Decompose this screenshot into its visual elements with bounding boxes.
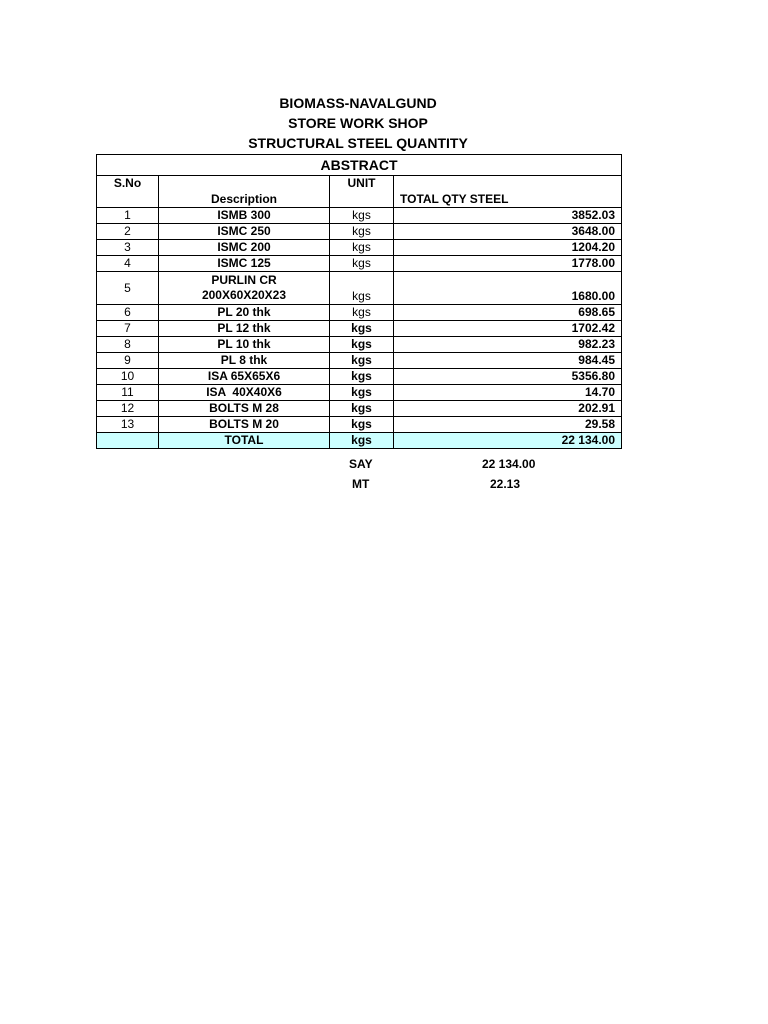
header-description: Description [159, 176, 330, 208]
table-row [97, 256, 622, 272]
cell-sno: 11 [97, 385, 159, 401]
cell-qty: 1204.20 [394, 240, 622, 256]
cell-description: PL 10 thk [159, 337, 330, 353]
cell-description-line1: PURLIN CR [211, 273, 277, 287]
total-qty: 22 134.00 [394, 433, 622, 449]
cell-description: ISA 40X40X6 [159, 385, 330, 401]
table-row [97, 353, 622, 369]
cell-unit: kgs [330, 417, 394, 433]
total-row [97, 433, 622, 449]
cell-description: BOLTS M 20 [159, 417, 330, 433]
cell-unit: kgs [330, 272, 394, 305]
say-label: SAY [349, 457, 373, 471]
total-unit: kgs [330, 433, 394, 449]
cell-description: ISMB 300 [159, 208, 330, 224]
table-header-row [97, 176, 622, 208]
table-caption-row [97, 155, 622, 176]
cell-description: ISMC 125 [159, 256, 330, 272]
cell-sno: 1 [97, 208, 159, 224]
cell-unit: kgs [330, 305, 394, 321]
cell-sno: 9 [97, 353, 159, 369]
cell-unit: kgs [330, 240, 394, 256]
header-sno: S.No [97, 176, 159, 208]
mt-value: 22.13 [490, 477, 521, 491]
cell-qty: 698.65 [394, 305, 622, 321]
cell-qty: 202.91 [394, 401, 622, 417]
cell-unit: kgs [330, 337, 394, 353]
cell-description-line2: 200X60X20X23 [201, 288, 287, 302]
say-value: 22 134.00 [482, 457, 536, 471]
cell-unit: kgs [330, 369, 394, 385]
cell-description: PL 8 thk [159, 353, 330, 369]
table-row [97, 305, 622, 321]
cell-sno: 8 [97, 337, 159, 353]
document-subtitle: STORE WORK SHOP [288, 115, 428, 131]
cell-sno: 10 [97, 369, 159, 385]
table-row [97, 321, 622, 337]
table-row [97, 401, 622, 417]
cell-unit: kgs [330, 208, 394, 224]
cell-sno: 6 [97, 305, 159, 321]
cell-qty: 1680.00 [394, 272, 622, 305]
cell-sno: 2 [97, 224, 159, 240]
cell-qty: 3648.00 [394, 224, 622, 240]
header-unit: UNIT [330, 176, 394, 208]
cell-qty: 3852.03 [394, 208, 622, 224]
table-row [97, 224, 622, 240]
header-qty: TOTAL QTY STEEL [394, 176, 622, 208]
cell-description: PL 12 thk [159, 321, 330, 337]
cell-qty: 984.45 [394, 353, 622, 369]
table-row [97, 208, 622, 224]
cell-description: ISMC 250 [159, 224, 330, 240]
table-row [97, 240, 622, 256]
document-title: BIOMASS-NAVALGUND [279, 95, 437, 111]
cell-qty: 1702.42 [394, 321, 622, 337]
cell-qty: 982.23 [394, 337, 622, 353]
cell-sno: 7 [97, 321, 159, 337]
table-row [97, 272, 622, 305]
table-row [97, 337, 622, 353]
cell-unit: kgs [330, 401, 394, 417]
cell-unit: kgs [330, 224, 394, 240]
total-sno-cell [97, 433, 159, 449]
abstract-table [96, 154, 622, 449]
cell-unit: kgs [330, 321, 394, 337]
document-heading: STRUCTURAL STEEL QUANTITY [248, 135, 468, 151]
cell-unit: kgs [330, 353, 394, 369]
cell-qty: 5356.80 [394, 369, 622, 385]
cell-sno: 12 [97, 401, 159, 417]
cell-qty: 29.58 [394, 417, 622, 433]
cell-sno: 4 [97, 256, 159, 272]
cell-unit: kgs [330, 256, 394, 272]
cell-description: ISA 65X65X6 [159, 369, 330, 385]
cell-description: ISMC 200 [159, 240, 330, 256]
cell-unit: kgs [330, 385, 394, 401]
cell-description: PL 20 thk [159, 305, 330, 321]
table-row [97, 369, 622, 385]
cell-sno: 13 [97, 417, 159, 433]
table-row [97, 385, 622, 401]
table-row [97, 417, 622, 433]
cell-sno: 5 [97, 272, 159, 305]
cell-description [159, 272, 330, 305]
cell-qty: 1778.00 [394, 256, 622, 272]
table-caption: ABSTRACT [97, 155, 622, 176]
cell-description: BOLTS M 28 [159, 401, 330, 417]
cell-qty: 14.70 [394, 385, 622, 401]
total-label: TOTAL [159, 433, 330, 449]
cell-sno: 3 [97, 240, 159, 256]
mt-label: MT [352, 477, 370, 491]
